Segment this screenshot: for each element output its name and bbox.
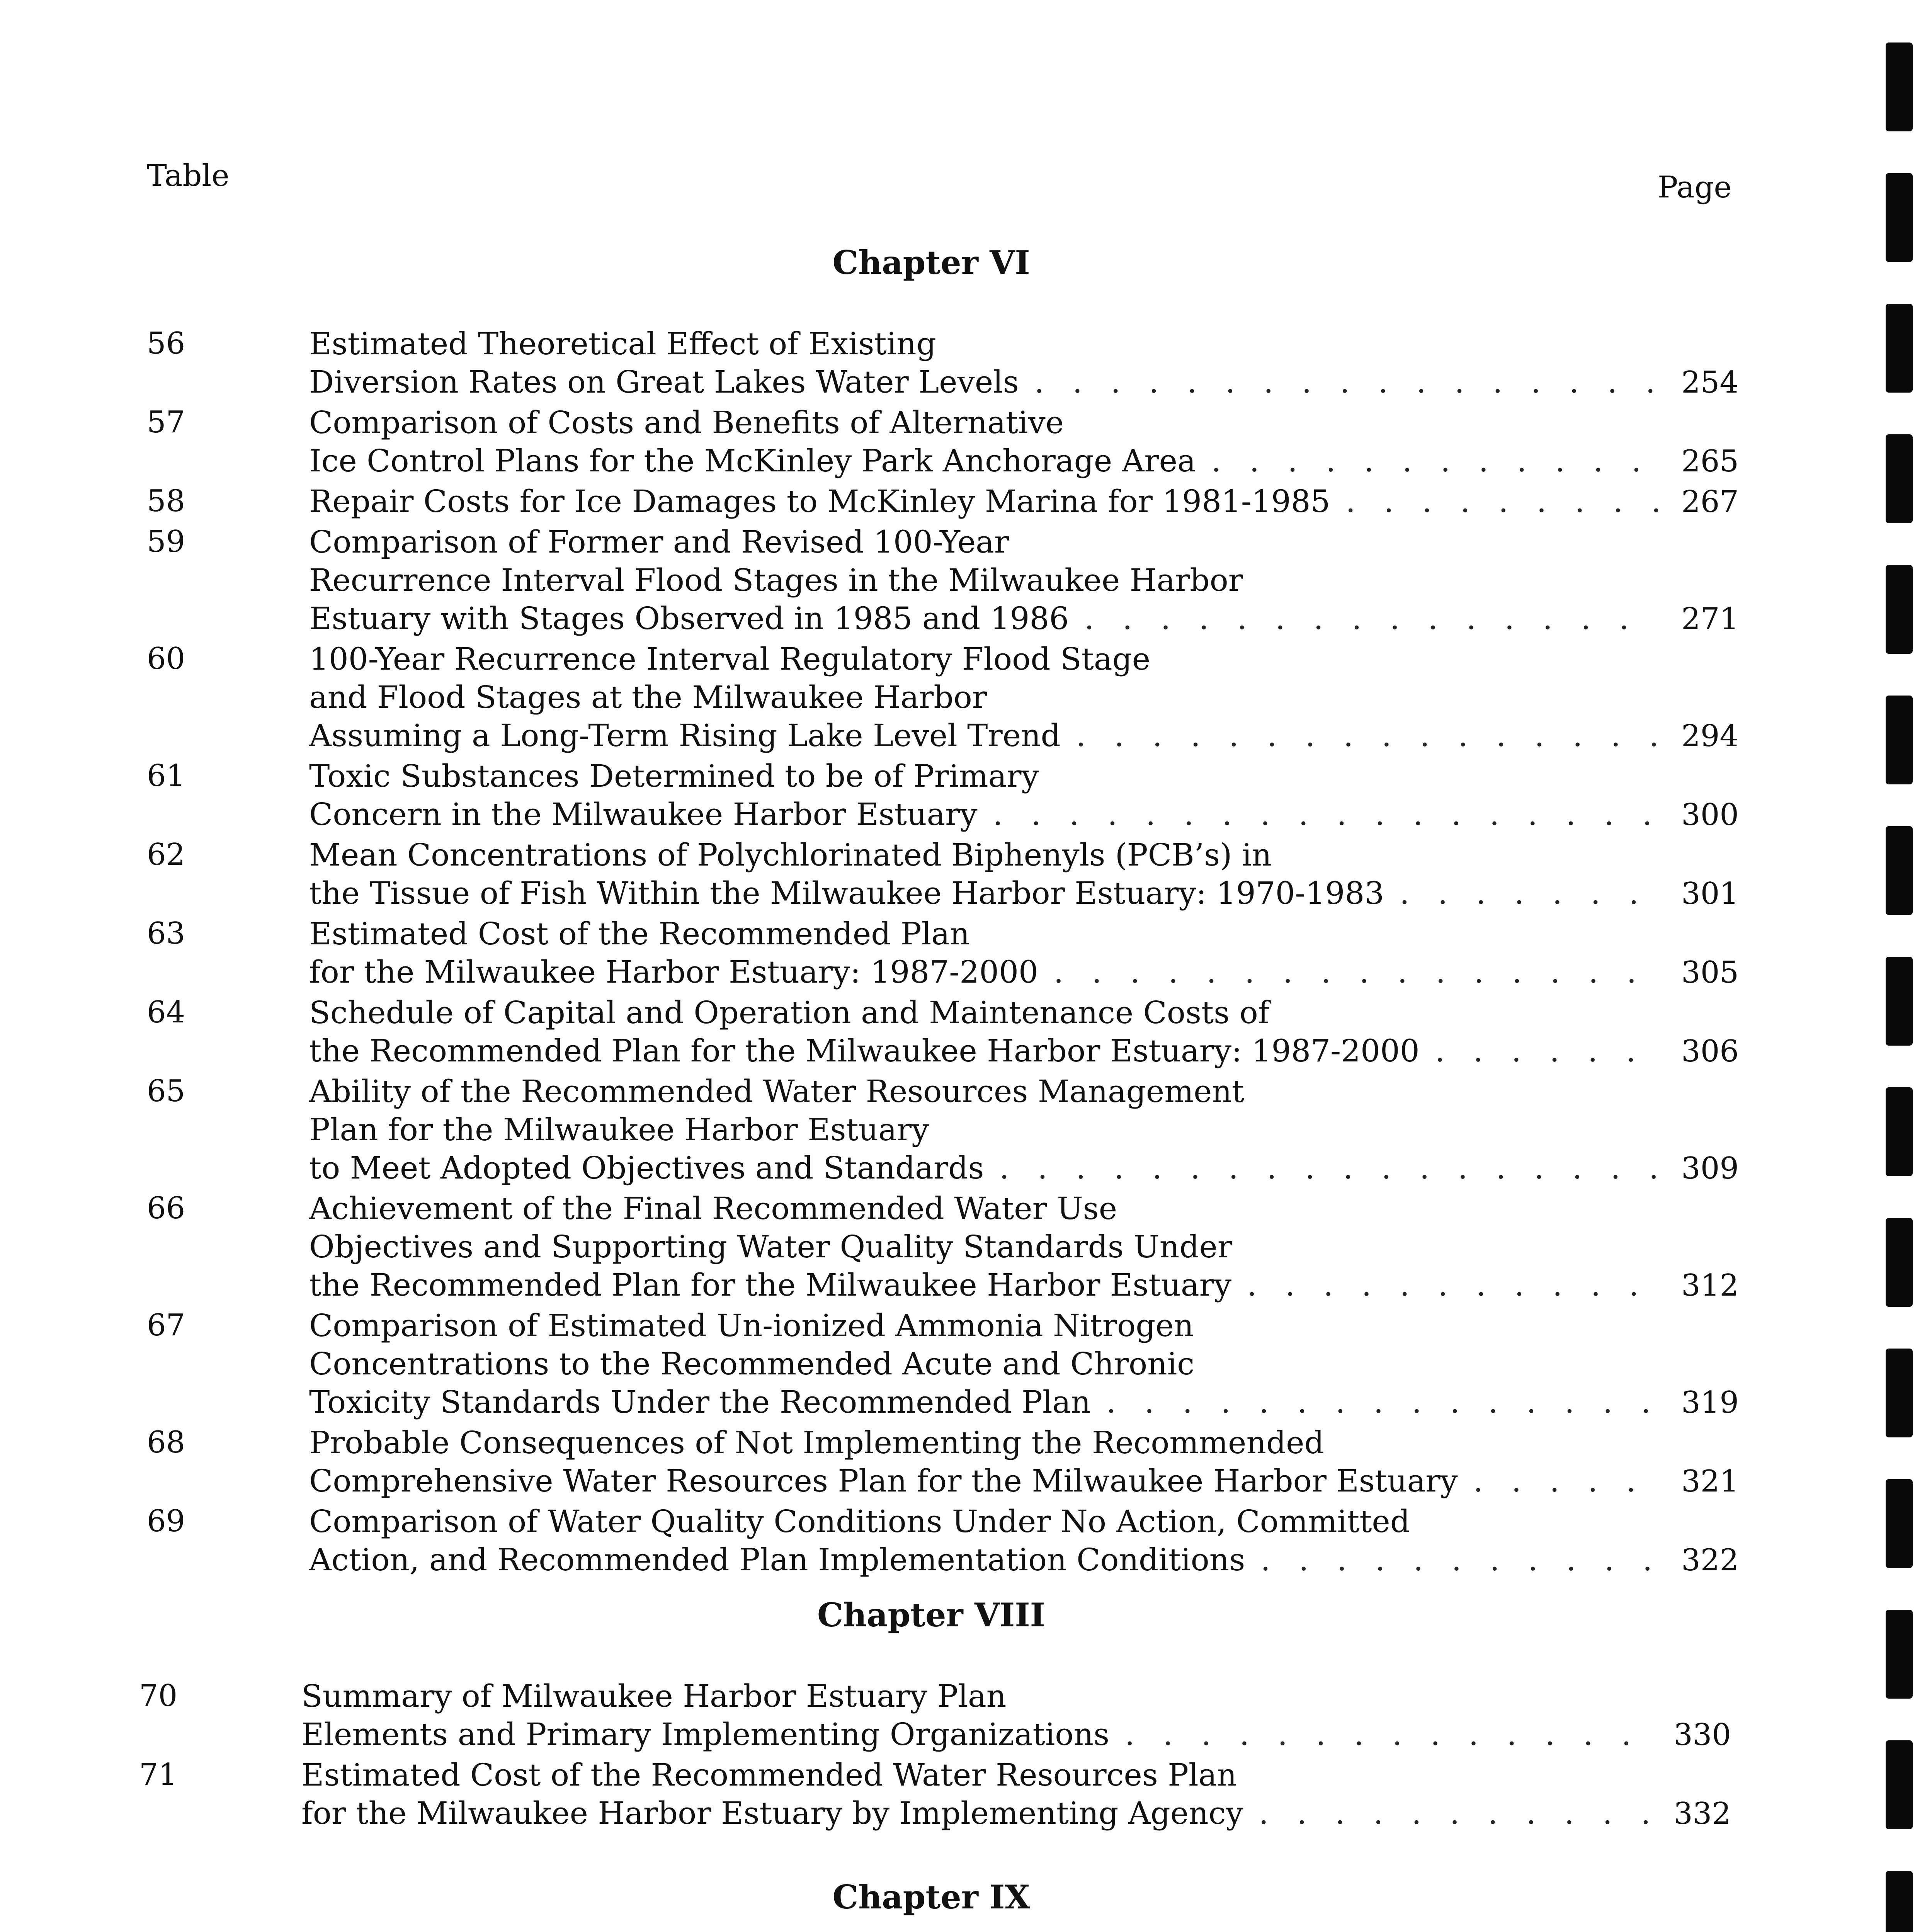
dot-leader — [1346, 482, 1658, 520]
table-title-line: Schedule of Capital and Operation and Maintenance Costs of — [309, 995, 1270, 1031]
page-number-ref: 254 — [1681, 365, 1739, 400]
page-number-ref: 319 — [1681, 1385, 1739, 1420]
toc-entry — [147, 836, 1739, 913]
table-number: 56 — [147, 326, 185, 361]
dot-leader — [1106, 1383, 1658, 1421]
table-number: 57 — [147, 405, 185, 440]
table-title-line: Probable Consequences of Not Implementing the Recommended — [309, 1425, 1324, 1461]
page-number-ref: 267 — [1681, 485, 1739, 519]
binding-hole-mark — [1886, 434, 1913, 523]
table-title-line: Achievement of the Final Recommended Water Use — [309, 1190, 1117, 1226]
binding-hole-mark — [1886, 1610, 1913, 1699]
table-title-line: Summary of Milwaukee Harbor Estuary Plan — [301, 1678, 1007, 1714]
table-title-line: Estimated Cost of the Recommended Water Resources Plan — [301, 1757, 1237, 1793]
page-number-ref: 330 — [1673, 1718, 1731, 1752]
table-title-line: Estuary with Stages Observed in 1985 and 1986 — [309, 600, 1069, 636]
toc-entry — [147, 757, 1739, 834]
table-title-line: Concern in the Milwaukee Harbor Estuary — [309, 796, 978, 832]
dot-leader — [1400, 874, 1658, 912]
chapter-vi-table-list — [147, 325, 1739, 1581]
table-number: 59 — [147, 524, 185, 559]
table-title-line: Mean Concentrations of Polychlorinated Biphenyls (PCB’s) in — [309, 837, 1272, 873]
binding-hole-mark — [1886, 1218, 1913, 1307]
table-title-line: Ice Control Plans for the McKinley Park Anchorage Area — [309, 443, 1196, 479]
table-title-line: for the Milwaukee Harbor Estuary: 1987-2000 — [309, 954, 1038, 990]
dot-leader — [1473, 1462, 1658, 1500]
table-title-line: Comparison of Costs and Benefits of Alternative — [309, 405, 1064, 440]
table-title-line: the Tissue of Fish Within the Milwaukee Harbor Estuary: 1970-1983 — [309, 875, 1384, 911]
toc-entry — [147, 325, 1739, 402]
page-number-ref: 332 — [1673, 1796, 1731, 1831]
table-number: 63 — [147, 916, 185, 951]
table-title-line: Estimated Theoretical Effect of Existing — [309, 326, 936, 362]
table-number: 66 — [147, 1191, 185, 1226]
dot-leader — [1084, 599, 1658, 638]
chapter-heading-vi: Chapter VI — [832, 243, 1030, 282]
toc-entry — [147, 1502, 1739, 1580]
table-title-line: Concentrations to the Recommended Acute and Chronic — [309, 1346, 1195, 1382]
table-number: 69 — [147, 1504, 185, 1539]
table-title-line: Ability of the Recommended Water Resources Management — [309, 1073, 1245, 1109]
toc-entry — [139, 1677, 1731, 1754]
table-title-line: Comprehensive Water Resources Plan for the Milwaukee Harbor Estuary — [309, 1463, 1458, 1499]
table-title-line: Objectives and Supporting Water Quality Standards Under — [309, 1229, 1233, 1265]
dot-leader — [1260, 1541, 1658, 1579]
page-number-ref: 301 — [1681, 876, 1739, 911]
table-title-line: Recurrence Interval Flood Stages in the Milwaukee Harbor — [309, 562, 1243, 598]
table-title-line: Comparison of Water Quality Conditions Under No Action, Committed — [309, 1503, 1410, 1539]
dot-leader — [1247, 1266, 1658, 1304]
binding-hole-mark — [1886, 696, 1913, 784]
binding-hole-mark — [1886, 173, 1913, 262]
toc-entry — [147, 915, 1739, 992]
binding-holes — [1882, 0, 1917, 1932]
dot-leader — [1054, 953, 1658, 991]
table-title-line: 100-Year Recurrence Interval Regulatory Flood Stage — [309, 641, 1151, 677]
table-title-line: Repair Costs for Ice Damages to McKinley Marina for 1981-1985 — [309, 483, 1330, 519]
table-number: 58 — [147, 484, 185, 519]
chapter-viii-table-list — [139, 1677, 1731, 1835]
binding-hole-mark — [1886, 1871, 1913, 1932]
table-number: 64 — [147, 995, 185, 1030]
binding-hole-mark — [1886, 1349, 1913, 1437]
page-column-header: Page — [1658, 170, 1732, 205]
toc-entry — [147, 640, 1739, 755]
table-number: 62 — [147, 837, 185, 872]
table-title-line: Comparison of Estimated Un-ionized Ammonia Nitrogen — [309, 1308, 1194, 1344]
table-title-line: for the Milwaukee Harbor Estuary by Implementing Agency — [301, 1795, 1243, 1831]
table-title-line: Toxicity Standards Under the Recommended Plan — [309, 1384, 1091, 1420]
table-title-line: Elements and Primary Implementing Organizations — [301, 1716, 1110, 1752]
page-number-ref: 294 — [1681, 719, 1739, 753]
table-number: 67 — [147, 1308, 185, 1343]
page-number-ref: 306 — [1681, 1034, 1739, 1069]
table-number: 61 — [147, 759, 185, 793]
page-number-ref: 271 — [1681, 602, 1739, 636]
dot-leader — [1034, 363, 1658, 401]
binding-hole-mark — [1886, 565, 1913, 654]
toc-entry — [147, 523, 1739, 638]
dot-leader — [1211, 442, 1658, 480]
page-number-ref: 312 — [1681, 1268, 1739, 1303]
toc-entry — [147, 1306, 1739, 1422]
dot-leader — [999, 1149, 1658, 1187]
dot-leader — [993, 795, 1658, 833]
table-number: 65 — [147, 1074, 185, 1109]
chapter-heading-viii: Chapter VIII — [817, 1596, 1045, 1634]
binding-hole-mark — [1886, 957, 1913, 1046]
dot-leader — [1076, 716, 1658, 755]
table-number: 70 — [139, 1679, 178, 1713]
table-title-line: Plan for the Milwaukee Harbor Estuary — [309, 1112, 929, 1148]
chapter-heading-ix: Chapter IX — [832, 1878, 1030, 1916]
page-number-ref: 265 — [1681, 444, 1739, 479]
table-title-line: Estimated Cost of the Recommended Plan — [309, 916, 970, 952]
toc-entry — [147, 1423, 1739, 1501]
table-title-line: Comparison of Former and Revised 100-Year — [309, 524, 1009, 560]
binding-hole-mark — [1886, 1087, 1913, 1176]
table-number: 71 — [139, 1757, 178, 1792]
toc-entry — [147, 403, 1739, 481]
table-title-line: Diversion Rates on Great Lakes Water Levels — [309, 364, 1019, 400]
table-title-line: the Recommended Plan for the Milwaukee Harbor Estuary: 1987-2000 — [309, 1033, 1420, 1069]
page-number-ref: 321 — [1681, 1464, 1739, 1499]
dot-leader — [1125, 1715, 1650, 1753]
toc-entry — [139, 1756, 1731, 1833]
dot-leader — [1435, 1032, 1658, 1070]
table-title-line: Assuming a Long-Term Rising Lake Level Trend — [309, 718, 1061, 753]
toc-entry — [147, 1072, 1739, 1188]
page-number-ref: 300 — [1681, 798, 1739, 832]
table-title-line: Action, and Recommended Plan Implementation Conditions — [309, 1542, 1245, 1578]
table-title-line: Toxic Substances Determined to be of Primary — [309, 758, 1039, 794]
table-title-line: the Recommended Plan for the Milwaukee Harbor Estuary — [309, 1267, 1232, 1303]
binding-hole-mark — [1886, 304, 1913, 393]
table-number: 68 — [147, 1425, 185, 1460]
binding-hole-mark — [1886, 43, 1913, 131]
dot-leader — [1259, 1794, 1650, 1832]
toc-entry — [147, 1189, 1739, 1305]
table-number: 60 — [147, 641, 185, 676]
binding-hole-mark — [1886, 1740, 1913, 1829]
table-title-line: to Meet Adopted Objectives and Standards — [309, 1150, 984, 1186]
page-number-ref: 309 — [1681, 1151, 1739, 1186]
binding-hole-mark — [1886, 1479, 1913, 1568]
toc-entry — [147, 482, 1739, 521]
table-title-line: and Flood Stages at the Milwaukee Harbor — [309, 679, 987, 715]
page-number-ref: 322 — [1681, 1543, 1739, 1578]
toc-entry — [147, 993, 1739, 1071]
binding-hole-mark — [1886, 826, 1913, 915]
table-column-header: Table — [147, 158, 230, 193]
page-number-ref: 305 — [1681, 955, 1739, 990]
